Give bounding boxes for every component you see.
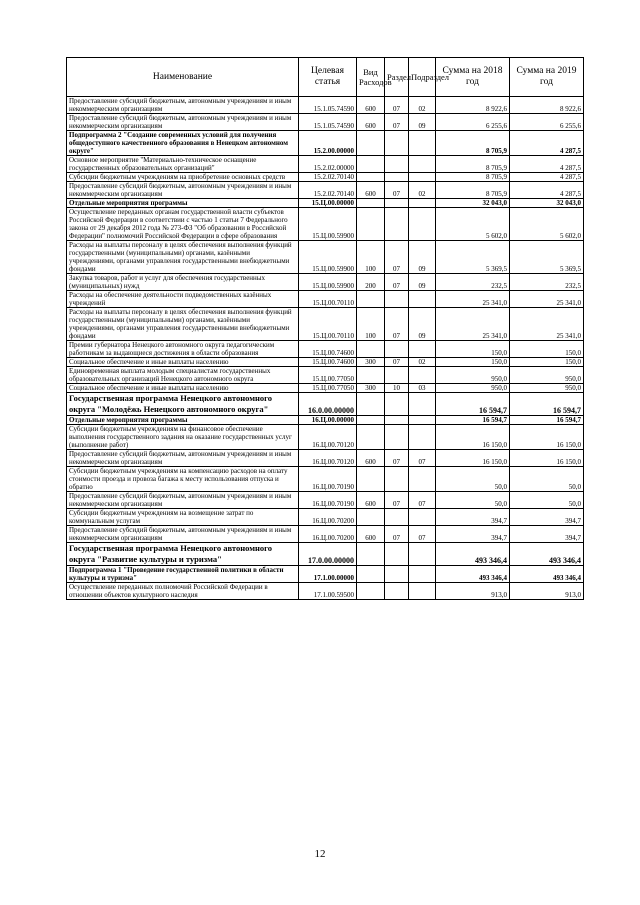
- cell-expense-type: [357, 208, 385, 241]
- cell-target-code: 15.1.05.74590: [299, 97, 357, 114]
- cell-subsection: 02: [409, 97, 436, 114]
- cell-expense-type: 100: [357, 308, 385, 341]
- cell-name: Государственная программа Ненецкого автономного округа "Молодёжь Ненецкого автономного округа": [67, 393, 299, 416]
- cell-sum-2018: 50,0: [436, 492, 510, 509]
- cell-sum-2018: 25 341,0: [436, 291, 510, 308]
- cell-expense-type: [357, 393, 385, 416]
- cell-section: 07: [385, 358, 409, 367]
- cell-sum-2019: 16 594,7: [510, 416, 584, 425]
- cell-section: 07: [385, 492, 409, 509]
- cell-name: Субсидии бюджетным учреждениям на компенсацию расходов на оплату стоимости проезда и провоза багажа к месту использования отпуска и обратно: [67, 467, 299, 492]
- cell-sum-2018: 6 255,6: [436, 114, 510, 131]
- table-row: [67, 97, 584, 114]
- cell-sum-2019: 8 922,6: [510, 97, 584, 114]
- header-expense-type: Вид Расходов: [357, 58, 385, 97]
- cell-subsection: [409, 367, 436, 384]
- cell-target-code: 15.Ц.00.70110: [299, 308, 357, 341]
- cell-section: [385, 291, 409, 308]
- cell-sum-2019: 5 602,0: [510, 208, 584, 241]
- table-row: [67, 274, 584, 291]
- cell-target-code: 15.Ц.00.59900: [299, 274, 357, 291]
- cell-sum-2019: 4 287,5: [510, 182, 584, 199]
- cell-subsection: [409, 509, 436, 526]
- cell-section: 07: [385, 114, 409, 131]
- cell-name: Субсидии бюджетным учреждениям на финансовое обеспечение выполнения государственного задания на оказание государственных услуг (выполнение работ): [67, 425, 299, 450]
- cell-subsection: [409, 566, 436, 583]
- cell-target-code: 16.0.00.00000: [299, 393, 357, 416]
- cell-subsection: 03: [409, 384, 436, 393]
- cell-target-code: 16.Ц.00.70200: [299, 526, 357, 543]
- cell-name: Расходы на обеспечение деятельности подведомственных казённых учреждений: [67, 291, 299, 308]
- cell-subsection: 07: [409, 492, 436, 509]
- cell-expense-type: [357, 199, 385, 208]
- table-row: [67, 384, 584, 393]
- table-row: [67, 208, 584, 241]
- cell-subsection: 07: [409, 450, 436, 467]
- cell-section: [385, 173, 409, 182]
- cell-target-code: 16.Ц.00.70200: [299, 509, 357, 526]
- table-row: [67, 509, 584, 526]
- cell-sum-2018: 8 705,9: [436, 131, 510, 156]
- cell-sum-2018: 16 594,7: [436, 393, 510, 416]
- cell-sum-2018: 232,5: [436, 274, 510, 291]
- cell-target-code: 17.1.00.00000: [299, 566, 357, 583]
- cell-sum-2019: 950,0: [510, 367, 584, 384]
- table-row: [67, 114, 584, 131]
- page-number: 12: [314, 848, 326, 860]
- cell-sum-2019: 493 346,4: [510, 543, 584, 566]
- cell-subsection: 02: [409, 182, 436, 199]
- cell-target-code: 17.1.00.59500: [299, 583, 357, 600]
- cell-name: Государственная программа Ненецкого автономного округа "Развитие культуры и туризма": [67, 543, 299, 566]
- cell-sum-2019: 913,0: [510, 583, 584, 600]
- cell-section: [385, 199, 409, 208]
- cell-section: 10: [385, 384, 409, 393]
- cell-section: 07: [385, 308, 409, 341]
- cell-sum-2018: 50,0: [436, 467, 510, 492]
- cell-section: 07: [385, 97, 409, 114]
- cell-expense-type: [357, 173, 385, 182]
- cell-name: Предоставление субсидий бюджетным, автономным учреждениям и иным некоммерческим организациям: [67, 492, 299, 509]
- cell-name: Подпрограмма 2 "Создание современных условий для получения общедоступного качественного образования в Ненецком автономном округе": [67, 131, 299, 156]
- table-row: [67, 182, 584, 199]
- cell-name: Осуществление переданных полномочий Российской Федерации в отношении объектов культурного наследия: [67, 583, 299, 600]
- cell-section: [385, 131, 409, 156]
- cell-name: Закупка товаров, работ и услуг для обеспечения государственных (муниципальных) нужд: [67, 274, 299, 291]
- cell-name: Отдельные мероприятия программы: [67, 416, 299, 425]
- table-row: [67, 367, 584, 384]
- table-row: [67, 291, 584, 308]
- cell-subsection: [409, 341, 436, 358]
- cell-target-code: 15.Ц.00.74600: [299, 341, 357, 358]
- cell-expense-type: 300: [357, 384, 385, 393]
- cell-sum-2018: 5 369,5: [436, 241, 510, 274]
- cell-section: 07: [385, 182, 409, 199]
- cell-expense-type: 600: [357, 114, 385, 131]
- cell-expense-type: [357, 131, 385, 156]
- cell-target-code: 15.Ц.00.59900: [299, 241, 357, 274]
- cell-expense-type: 600: [357, 182, 385, 199]
- cell-expense-type: [357, 367, 385, 384]
- cell-name: Отдельные мероприятия программы: [67, 199, 299, 208]
- cell-expense-type: 600: [357, 97, 385, 114]
- cell-expense-type: [357, 156, 385, 173]
- cell-name: Предоставление субсидий бюджетным, автономным учреждениям и иным некоммерческим организациям: [67, 97, 299, 114]
- table-row: [67, 467, 584, 492]
- cell-name: Предоставление субсидий бюджетным, автономным учреждениям и иным некоммерческим организациям: [67, 182, 299, 199]
- cell-target-code: 16.Ц.00.00000: [299, 416, 357, 425]
- cell-section: [385, 543, 409, 566]
- cell-target-code: 15.Ц.00.70110: [299, 291, 357, 308]
- cell-sum-2019: 50,0: [510, 467, 584, 492]
- cell-name: Субсидии бюджетным учреждениям на приобретение основных средств: [67, 173, 299, 182]
- header-sum-2018: Сумма на 2018 год: [436, 58, 510, 97]
- cell-section: 07: [385, 241, 409, 274]
- cell-subsection: [409, 467, 436, 492]
- cell-subsection: [409, 208, 436, 241]
- cell-name: Осуществление переданных органам государственной власти субъектов Российской Федерации в соответствии с частью 1 статьи 7 Федерального закона от 29 декабря 2012 года № 273-ФЗ "Об образовании в Российской Федерации" полномочий Российской Федерации в сфере образования: [67, 208, 299, 241]
- cell-sum-2019: 150,0: [510, 358, 584, 367]
- table-row: [67, 173, 584, 182]
- cell-sum-2018: 8 705,9: [436, 182, 510, 199]
- cell-name: Подпрограмма 1 "Проведение государственной политики в области культуры и туризма": [67, 566, 299, 583]
- cell-sum-2018: 5 602,0: [436, 208, 510, 241]
- cell-expense-type: [357, 566, 385, 583]
- cell-target-code: 15.Ц.00.74600: [299, 358, 357, 367]
- cell-target-code: 15.2.00.00000: [299, 131, 357, 156]
- cell-name: Предоставление субсидий бюджетным, автономным учреждениям и иным некоммерческим организациям: [67, 114, 299, 131]
- cell-expense-type: [357, 425, 385, 450]
- cell-subsection: 09: [409, 274, 436, 291]
- table-row: [67, 543, 584, 566]
- table-row: [67, 341, 584, 358]
- cell-expense-type: 600: [357, 526, 385, 543]
- cell-sum-2019: 394,7: [510, 509, 584, 526]
- cell-sum-2018: 8 705,9: [436, 156, 510, 173]
- table-header-row: [67, 58, 584, 97]
- table-body: [67, 97, 584, 600]
- cell-expense-type: 600: [357, 450, 385, 467]
- cell-target-code: 16.Ц.00.70120: [299, 450, 357, 467]
- table-row: [67, 425, 584, 450]
- header-target: Целевая статья: [299, 58, 357, 97]
- cell-name: Расходы на выплаты персоналу в целях обеспечения выполнения функций государственными (муниципальными) органами, казёнными учреждениями, органами управления государственными внебюджетными фондами: [67, 241, 299, 274]
- cell-sum-2019: 16 150,0: [510, 450, 584, 467]
- table-row: [67, 450, 584, 467]
- cell-sum-2019: 4 287,5: [510, 173, 584, 182]
- table-row: [67, 308, 584, 341]
- cell-sum-2019: 5 369,5: [510, 241, 584, 274]
- header-subsection: Подраздел: [409, 58, 436, 97]
- table-row: [67, 526, 584, 543]
- cell-sum-2018: 913,0: [436, 583, 510, 600]
- cell-name: Социальное обеспечение и иные выплаты населению: [67, 384, 299, 393]
- cell-sum-2018: 950,0: [436, 384, 510, 393]
- cell-section: 07: [385, 526, 409, 543]
- cell-sum-2018: 394,7: [436, 526, 510, 543]
- cell-sum-2018: 16 150,0: [436, 450, 510, 467]
- cell-target-code: 15.2.02.00000: [299, 156, 357, 173]
- cell-section: [385, 566, 409, 583]
- cell-expense-type: [357, 583, 385, 600]
- cell-subsection: [409, 199, 436, 208]
- cell-expense-type: 100: [357, 241, 385, 274]
- cell-subsection: [409, 416, 436, 425]
- cell-target-code: 16.Ц.00.70190: [299, 467, 357, 492]
- cell-sum-2018: 8 922,6: [436, 97, 510, 114]
- cell-subsection: [409, 543, 436, 566]
- cell-sum-2018: 150,0: [436, 341, 510, 358]
- cell-sum-2018: 493 346,4: [436, 566, 510, 583]
- cell-section: 07: [385, 450, 409, 467]
- cell-section: [385, 393, 409, 416]
- cell-sum-2018: 150,0: [436, 358, 510, 367]
- cell-sum-2018: 950,0: [436, 367, 510, 384]
- cell-section: [385, 425, 409, 450]
- cell-subsection: [409, 583, 436, 600]
- budget-sheet: [66, 57, 583, 600]
- cell-target-code: 15.1.05.74590: [299, 114, 357, 131]
- cell-section: [385, 208, 409, 241]
- header-name: Наименование: [67, 58, 299, 97]
- cell-name: Премии губернатора Ненецкого автономного округа педагогическим работникам за выдающиеся достижения в области образования: [67, 341, 299, 358]
- cell-name: Основное мероприятие "Материально-техническое оснащение государственных образовательных организаций": [67, 156, 299, 173]
- cell-sum-2018: 394,7: [436, 509, 510, 526]
- cell-subsection: 07: [409, 526, 436, 543]
- cell-sum-2018: 25 341,0: [436, 308, 510, 341]
- cell-subsection: 09: [409, 114, 436, 131]
- cell-sum-2019: 25 341,0: [510, 308, 584, 341]
- cell-target-code: 15.Ц.00.77050: [299, 367, 357, 384]
- cell-section: [385, 156, 409, 173]
- cell-sum-2019: 50,0: [510, 492, 584, 509]
- table-row: [67, 416, 584, 425]
- header-section: Раздел: [385, 58, 409, 97]
- cell-sum-2018: 16 150,0: [436, 425, 510, 450]
- cell-target-code: 15.Ц.00.59900: [299, 208, 357, 241]
- cell-expense-type: [357, 543, 385, 566]
- cell-name: Единовременная выплата молодым специалистам государственных образовательных организаций Ненецкого автономного округа: [67, 367, 299, 384]
- cell-expense-type: [357, 291, 385, 308]
- cell-section: [385, 341, 409, 358]
- cell-section: [385, 367, 409, 384]
- cell-section: [385, 583, 409, 600]
- table-row: [67, 358, 584, 367]
- table-row: [67, 241, 584, 274]
- cell-expense-type: [357, 341, 385, 358]
- cell-target-code: 17.0.00.00000: [299, 543, 357, 566]
- cell-expense-type: [357, 509, 385, 526]
- cell-subsection: 09: [409, 308, 436, 341]
- cell-sum-2019: 950,0: [510, 384, 584, 393]
- cell-subsection: [409, 393, 436, 416]
- cell-target-code: 16.Ц.00.70120: [299, 425, 357, 450]
- cell-sum-2019: 493 346,4: [510, 566, 584, 583]
- table-row: [67, 156, 584, 173]
- cell-name: Расходы на выплаты персоналу в целях обеспечения выполнения функций государственными (муниципальными) органами, казёнными учреждениями, органами управления государственными внебюджетными фондами: [67, 308, 299, 341]
- cell-target-code: 15.Ц.00.77050: [299, 384, 357, 393]
- table-row: [67, 199, 584, 208]
- cell-subsection: [409, 425, 436, 450]
- cell-target-code: 15.Ц.00.00000: [299, 199, 357, 208]
- cell-sum-2019: 232,5: [510, 274, 584, 291]
- cell-expense-type: 200: [357, 274, 385, 291]
- cell-subsection: [409, 291, 436, 308]
- cell-sum-2018: 16 594,7: [436, 416, 510, 425]
- cell-sum-2018: 32 043,0: [436, 199, 510, 208]
- cell-subsection: 02: [409, 358, 436, 367]
- table-row: [67, 583, 584, 600]
- cell-sum-2019: 6 255,6: [510, 114, 584, 131]
- cell-section: 07: [385, 274, 409, 291]
- cell-target-code: 15.2.02.70140: [299, 182, 357, 199]
- table-row: [67, 393, 584, 416]
- cell-sum-2019: 394,7: [510, 526, 584, 543]
- cell-subsection: [409, 156, 436, 173]
- cell-sum-2019: 16 594,7: [510, 393, 584, 416]
- cell-expense-type: 300: [357, 358, 385, 367]
- cell-sum-2019: 150,0: [510, 341, 584, 358]
- cell-target-code: 16.Ц.00.70190: [299, 492, 357, 509]
- cell-sum-2019: 32 043,0: [510, 199, 584, 208]
- cell-sum-2019: 4 287,5: [510, 156, 584, 173]
- cell-expense-type: [357, 416, 385, 425]
- cell-sum-2019: 25 341,0: [510, 291, 584, 308]
- header-sum-2019: Сумма на 2019 год: [510, 58, 584, 97]
- cell-sum-2018: 8 705,9: [436, 173, 510, 182]
- cell-expense-type: 600: [357, 492, 385, 509]
- table-row: [67, 492, 584, 509]
- cell-sum-2019: 16 150,0: [510, 425, 584, 450]
- cell-sum-2018: 493 346,4: [436, 543, 510, 566]
- cell-expense-type: [357, 467, 385, 492]
- cell-name: Предоставление субсидий бюджетным, автономным учреждениям и иным некоммерческим организациям: [67, 526, 299, 543]
- cell-name: Предоставление субсидий бюджетным, автономным учреждениям и иным некоммерческим организациям: [67, 450, 299, 467]
- table-row: [67, 566, 584, 583]
- cell-target-code: 15.2.02.70140: [299, 173, 357, 182]
- budget-table: [66, 57, 584, 600]
- table-row: [67, 131, 584, 156]
- cell-sum-2019: 4 287,5: [510, 131, 584, 156]
- cell-subsection: [409, 173, 436, 182]
- cell-subsection: 09: [409, 241, 436, 274]
- cell-subsection: [409, 131, 436, 156]
- cell-name: Субсидии бюджетным учреждениям на возмещение затрат по коммунальным услугам: [67, 509, 299, 526]
- cell-section: [385, 509, 409, 526]
- cell-section: [385, 467, 409, 492]
- cell-name: Социальное обеспечение и иные выплаты населению: [67, 358, 299, 367]
- cell-section: [385, 416, 409, 425]
